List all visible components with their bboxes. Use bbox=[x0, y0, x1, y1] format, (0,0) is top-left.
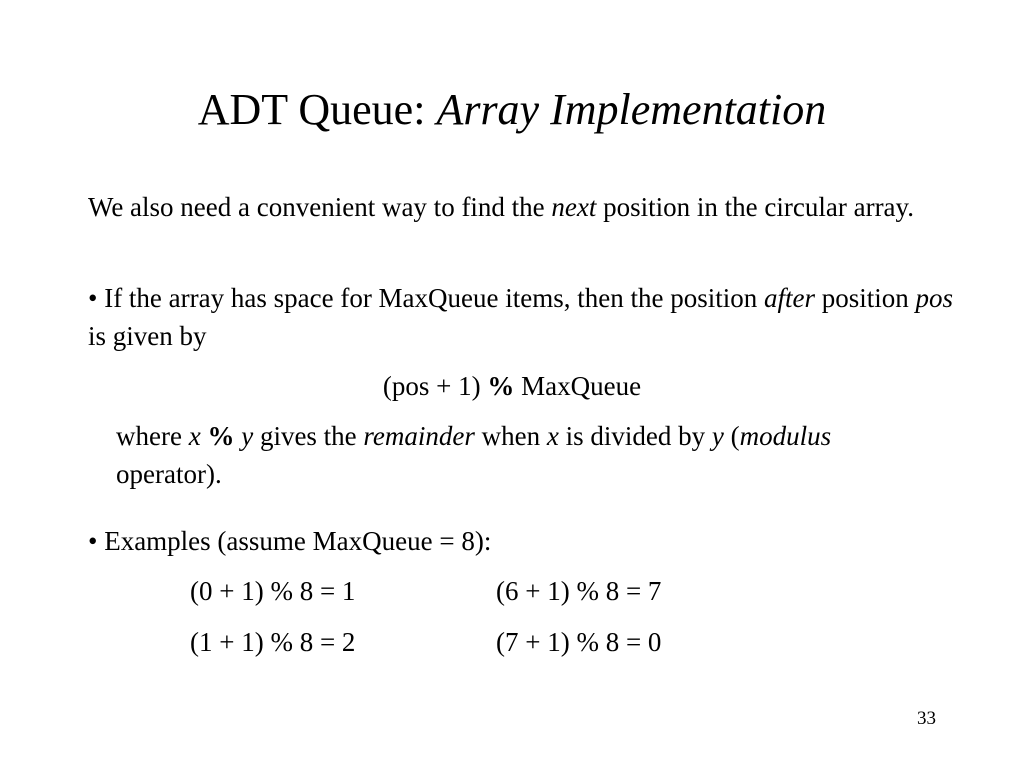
formula-left: (pos + 1) bbox=[382, 371, 488, 401]
p3-where: where bbox=[116, 421, 189, 451]
formula bbox=[0, 367, 1024, 405]
p3-operator-text: operator). bbox=[116, 459, 222, 489]
p2-text-3: is given by bbox=[88, 321, 207, 351]
p1-text-2: position in the circular array. bbox=[596, 192, 915, 222]
example-item: (7 + 1) % 8 = 0 bbox=[496, 627, 662, 657]
p3-open-paren: ( bbox=[723, 421, 740, 451]
formula-right: MaxQueue bbox=[514, 371, 642, 401]
p3-y2: y bbox=[711, 421, 724, 451]
example-item: (6 + 1) % 8 = 7 bbox=[496, 576, 662, 606]
example-item: (1 + 1) % 8 = 2 bbox=[190, 627, 356, 657]
p3-modulus: modulus bbox=[739, 421, 832, 451]
example-item: (0 + 1) % 8 = 1 bbox=[190, 576, 356, 606]
p2-pos: pos bbox=[915, 283, 954, 313]
p1-next: next bbox=[551, 192, 597, 222]
formula-operator: % bbox=[487, 371, 515, 401]
bullet-marker: • bbox=[88, 283, 98, 313]
p2-text-2: position bbox=[815, 283, 916, 313]
p3-when: when bbox=[474, 421, 547, 451]
title-emphasis: Array Implementation bbox=[436, 85, 827, 134]
slide-title bbox=[0, 82, 1024, 138]
page-number: 33 bbox=[917, 708, 936, 729]
p3-operator: % bbox=[200, 421, 242, 451]
p2-after: after bbox=[764, 283, 815, 313]
p3-y: y bbox=[241, 421, 254, 451]
bullet-array-space bbox=[88, 279, 968, 355]
p2-text-1: If the array has space for MaxQueue items, then the position bbox=[97, 283, 764, 313]
p1-text-1: We also need a convenient way to find the bbox=[88, 192, 552, 222]
p3-divided-by: is divided by bbox=[558, 421, 712, 451]
p3-x: x bbox=[188, 421, 201, 451]
paragraph-next-position bbox=[88, 188, 968, 226]
paragraph-modulus-explanation bbox=[116, 417, 936, 493]
bullet-marker: • bbox=[88, 526, 98, 556]
p3-remainder: remainder bbox=[363, 421, 475, 451]
title-main: ADT Queue: bbox=[197, 85, 437, 134]
bullet-examples bbox=[88, 522, 968, 560]
p3-gives-the: gives the bbox=[253, 421, 364, 451]
p3-x2: x bbox=[546, 421, 559, 451]
p4-text: Examples (assume MaxQueue = 8): bbox=[97, 526, 492, 556]
